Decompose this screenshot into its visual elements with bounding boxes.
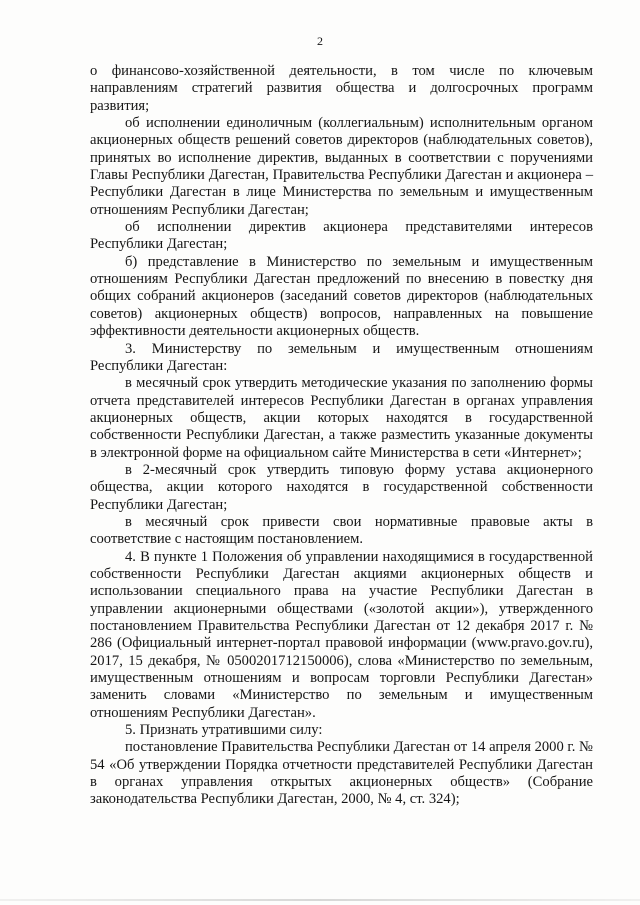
paragraph-item-3-ministry: 3. Министерству по земельным и имущественным отношениям Республики Дагестан:	[90, 340, 593, 374]
paragraph-directive-execution: об исполнении директив акционера представителями интересов Республики Дагестан;	[90, 219, 593, 253]
paragraph-item-5-repeal: 5. Признать утратившими силу:	[125, 722, 323, 739]
document-body	[90, 63, 593, 809]
paragraph-methodological-guidelines: в месячный срок утвердить методические указания по заполнению формы отчета представителей интересов Республики Дагестан в органах управления акционерных обществ, акции которых находятся в государственной собственности Республики Дагестан, а также разместить указанные документы в электронной форме на официальном сайте Министерства в сети «Интернет»;	[90, 375, 593, 461]
paragraph-repealed-resolution: постановление Правительства Республики Дагестан от 14 апреля 2000 г. № 54 «Об утверждении Порядка отчетности представителей Республики Дагестан в органах управления открытых акционерных обществ» (Собрание законодательства Республики Дагестан, 2000, № 4, ст. 324);	[90, 739, 593, 808]
paragraph-executive-body-decisions: об исполнении единоличным (коллегиальным) исполнительным органом акционерных обществ решений советов директоров (наблюдательных советов), принятых во исполнение директив, выданных в соответствии с поручениями Главы Республики Дагестан, Правительства Республики Дагестан и акционера – Республики Дагестан в лице Министерства по земельным и имущественным отношениям Республики Дагестан;	[90, 115, 593, 218]
paragraph-regulatory-acts: в месячный срок привести свои нормативные правовые акты в соответствие с настоящим постановлением.	[90, 513, 593, 548]
paragraph-proposals-to-ministry: б) представление в Министерство по земельным и имущественным отношениям Республики Дагестан предложений по внесению в повестку дня общих собраний акционеров (заседаний советов директоров (наблюдательных советов) акционерных обществ) вопросов, направленных на повышение эффективности деятельности акционерных обществ.	[90, 253, 593, 340]
page-number: 2	[317, 34, 323, 48]
scan-edge-line	[0, 899, 640, 901]
paragraph-item-4-amendment: 4. В пункте 1 Положения об управлении находящимися в государственной собственности Республики Дагестан акциями акционерных обществ и использовании специального права на участие Республики Дагестан в управлении акционерными обществами («золотой акции»), утвержденного постановлением Правительства Республики Дагестан от 12 декабря 2017 г. № 286 (Официальный интернет-портал правовой информации (www.pravo.gov.ru), 2017, 15 декабря, № 0500201712150006), слова «Министерство по земельным, имущественным отношениям и вопросам торговли Республики Дагестан» заменить словами «Министерство по земельным и имущественным отношениям Республики Дагестан».	[90, 548, 593, 721]
paragraph-financial-activity: о финансово-хозяйственной деятельности, в том числе по ключевым направлениям стратегий развития общества и долгосрочных программ развития;	[90, 63, 593, 114]
paragraph-model-charter: в 2-месячный срок утвердить типовую форму устава акционерного общества, акции которого находятся в государственной собственности Республики Дагестан;	[90, 461, 593, 513]
